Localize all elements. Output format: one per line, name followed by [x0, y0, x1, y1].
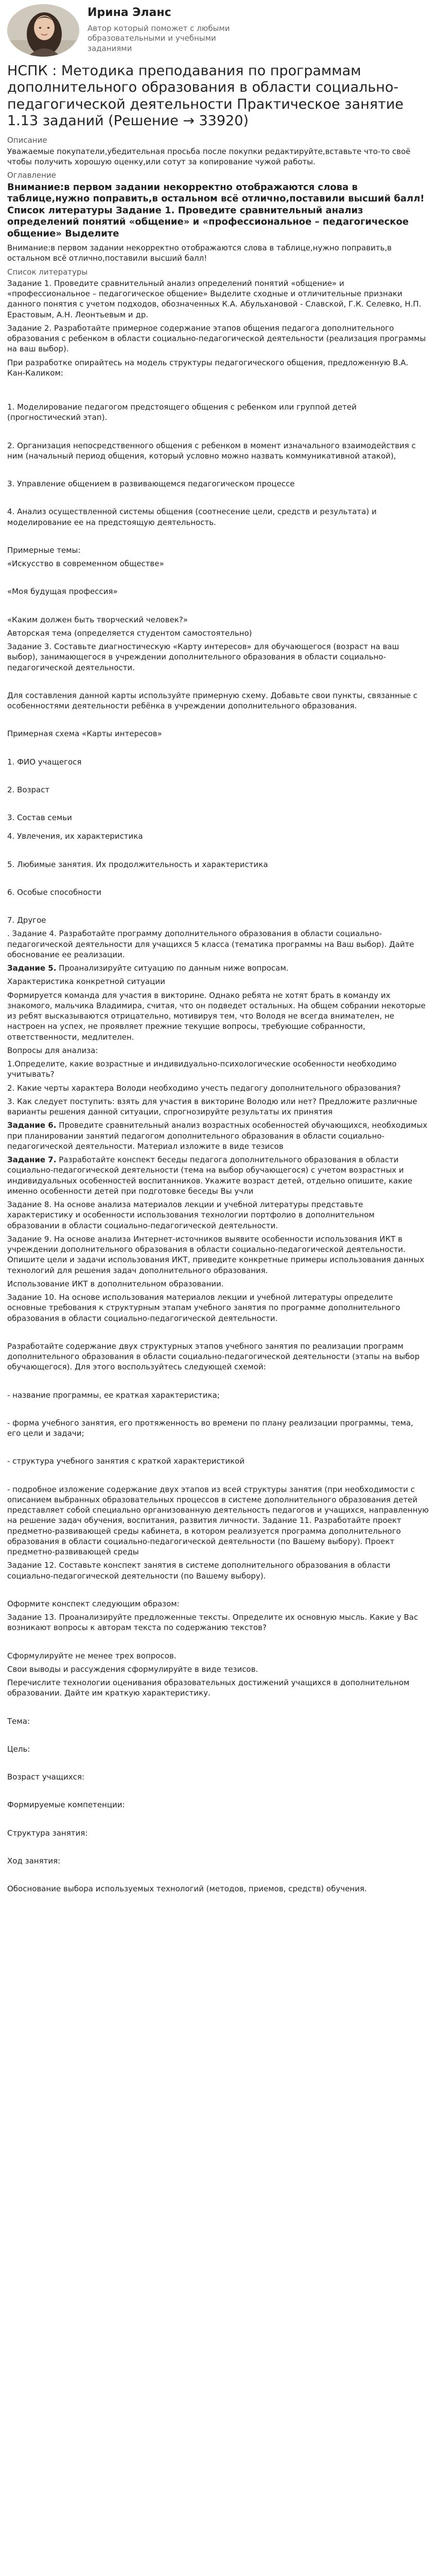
- field-topic: Тема:: [7, 1716, 30, 1726]
- field-structure: Структура занятия:: [7, 1828, 88, 1838]
- topic-1: «Искусство в современном обществе»: [7, 559, 164, 569]
- task-2: Задание 2. Разработайте примерное содержание этапов общения педагога дополнительного образования с ребенком в области социально-педагогической деятельности (реализация программы на ваш выбор).: [7, 323, 429, 354]
- scheme-item-3: - структура учебного занятия с краткой характеристикой: [7, 1456, 245, 1466]
- author-avatar[interactable]: [7, 4, 79, 57]
- situation-label: Характеристика конкретной ситуации: [7, 977, 165, 987]
- task-2-model: При разработке опирайтесь на модель структуры педагогического общения, предложенную В.А. Кан-Каликом:: [7, 358, 411, 378]
- outline-label: Оформите конспект следующим образом:: [7, 1599, 180, 1608]
- field-goal: Цель:: [7, 1744, 30, 1754]
- task-12: Задание 12. Составьте конспект занятия в системе дополнительного образования в области социально-педагогической деятельности (по Вашему выбору).: [7, 1561, 393, 1581]
- task-3: Задание 3. Составьте диагностическую «Карту интересов» для обучающегося (возраст на ваш выбор), занимающегося в учреждении дополнительного образования в области социально-педагогической деятельности.: [7, 642, 402, 672]
- map-item-2: 2. Возраст: [7, 785, 50, 794]
- literature-label: Список литературы: [7, 267, 88, 277]
- task-3-note: Для составления данной карты используйте примерную схему. Добавьте свои пункты, связанные с особенностями деятельности ребёнка в учреждении дополнительного образования.: [7, 690, 420, 711]
- topics-label: Примерные темы:: [7, 545, 81, 555]
- warning-text: Внимание:в первом задании некорректно отображаются слова в таблице,нужно поправить,в остальном всё отлично,поставили высший балл!: [7, 243, 394, 263]
- questions-note: Сформулируйте не менее трех вопросов.: [7, 1651, 177, 1660]
- task-8: Задание 8. На основе анализа материалов лекции и учебной литературы представьте характеристику и особенности использования технологии портфолио в дополнительном образовании в области социально-педагогической деятельности.: [7, 1200, 377, 1230]
- task-1: Задание 1. Проведите сравнительный анализ определений понятий «общение» и «профессиональное – педагогическое общение» Выделите сходные и отличительные признаки данного понятия с учетом подходов, обозначенных К.А. Абульхановой - Славской, Г.К. Селевко, Н.П. Ерастовым, А.Н. Леонтьевым и др.: [7, 278, 424, 319]
- model-step-3: 3. Управление общением в развивающемся педагогическом процессе: [7, 479, 295, 489]
- ict-label: Использование ИКТ в дополнительном образовании.: [7, 1279, 224, 1289]
- scheme-item-2: - форма учебного занятия, его протяженность во времени по плану реализации программы, тема, его цели и задачи;: [7, 1418, 416, 1438]
- topic-4: Авторская тема (определяется студентом самостоятельно): [7, 628, 252, 638]
- avatar-photo-icon: [7, 4, 79, 57]
- analysis-label: Вопросы для анализа:: [7, 1045, 98, 1055]
- question-1: 1.Определите, какие возрастные и индивидуально-психологические особенности необходимо учитывать?: [7, 1059, 399, 1079]
- question-2: 2. Какие черты характера Володи необходимо учесть педагогу дополнительного образования?: [7, 1083, 401, 1093]
- scheme-item-4: - подробное изложение содержание двух этапов из всей структуры занятия (при необходимости с описанием выбранных образовательных процессов в системе дополнительного образования детей представляет собой специально организованную деятельность педагогов и учащихся, направленную на решение задач обучения, воспитания, развития личности. Задание 11. Разработайте проект предметно-развивающей среды кабинета, в котором реализуется программа дополнительного образования в области социально-педагогической деятельности (по Вашему выбору). Проект предметно-развивающей среды: [7, 1484, 431, 1557]
- situation-text: Формируется команда для участия в викторине. Однако ребята не хотят брать в команду их знакомого, мальчика Владимира, считая, что он подведет остальных. На общем собрании некоторые из ребят высказываются отрицательно, мотивируя тем, что Володя не всегда внимателен, не настроен на успех, не проявляет прежние текущие вопросы, требующие собранности, ответственности, медлителен.: [7, 990, 428, 1042]
- author-card: [7, 4, 429, 57]
- task-7: Задание 7. Разработайте конспект беседы педагога дополнительного образования в области социально-педагогической деятельности (тема на выбор обучающегося) с учетом возрастных и индивидуальных особенностей воспитанников. Укажите возраст детей, отдельно опишите, какие именно особенности детей при подготовке беседы Вы учли: [7, 1155, 415, 1196]
- field-course: Ход занятия:: [7, 1856, 61, 1866]
- map-item-6: 6. Особые способности: [7, 887, 102, 897]
- question-3: 3. Как следует поступить: взять для участия в викторине Володю или нет? Предложите различные варианты решения данной ситуации, спрогнозируйте результаты их принятия: [7, 1096, 420, 1117]
- map-item-7: 7. Другое: [7, 916, 46, 925]
- interest-map-title: Примерная схема «Карты интересов»: [7, 729, 162, 739]
- task-13: Задание 13. Проанализируйте предложенные тексты. Определите их основную мысль. Какие у Вас возникают вопросы к авторам текста по содержанию текстов?: [7, 1613, 421, 1633]
- model-step-2: 2. Организация непосредственного общения с ребенком в момент изначального взаимодействия с ним (начальный период общения, который условно можно назвать коммуникативной атакой),: [7, 440, 418, 461]
- contents-label: Оглавление: [7, 171, 56, 180]
- field-age: Возраст учащихся:: [7, 1772, 84, 1782]
- model-step-4: 4. Анализ осуществленной системы общения (соотнесение цели, средств и результата) и моделирование ее на предстоящую деятельность.: [7, 507, 379, 527]
- page-title: НСПК : Методика преподавания по программам дополнительного образования в области социально-педагогической деятельности Практическое занятие 1.13 заданий (Решение → 33920): [7, 63, 404, 129]
- task-10: Задание 10. На основе использования материалов лекции и учебной литературы определите основные требования к структурным этапам учебного занятия по программе дополнительного образования в области социально-педагогической деятельности.: [7, 1293, 403, 1323]
- task-6: Задание 6. Проведите сравнительный анализ возрастных особенностей обучающихся, необходимых при планировании занятий педагогом дополнительного образования в области социально-педагогической деятельности. Материал изложите в виде тезисов: [7, 1121, 430, 1151]
- contents-text: Внимание:в первом задании некорректно отображаются слова в таблице,нужно поправить,в остальном всё отлично,поставили высший балл! Список литературы Задание 1. Проведите сравнительный анализ определений понятий «общение» и «профессиональное – педагогическое общение» Выделите: [7, 181, 425, 239]
- task-10-scheme: Разработайте содержание двух структурных этапов учебного занятия по реализации программ дополнительного образования в области социально-педагогической деятельности (этапы на выбор обучающегося). Для этого воспользуйтесь следующей схемой:: [7, 1341, 422, 1372]
- map-item-3: 3. Состав семьи: [7, 813, 72, 823]
- task-4: . Задание 4. Разработайте программу дополнительного образования в области социально-педагогической деятельности для учащихся 5 класса (тематика программы на Ваш выбор). Дайте обоснование ее реализации.: [7, 929, 417, 959]
- scheme-item-1: - название программы, ее краткая характеристика;: [7, 1390, 220, 1400]
- author-description: Автор который поможет с любыми образовательными и учебными заданиями: [88, 23, 230, 53]
- topic-3: «Каким должен быть творческий человек?»: [7, 615, 188, 624]
- map-item-5: 5. Любимые занятия. Их продолжительность и характеристика: [7, 859, 268, 869]
- model-step-1: 1. Моделирование педагогом предстоящего общения с ребенком или группой детей (прогностический этап).: [7, 402, 359, 422]
- map-item-4: 4. Увлечения, их характеристика: [7, 832, 143, 841]
- field-justification: Обоснование выбора используемых технологий (методов, приемов, средств) обучения.: [7, 1884, 367, 1894]
- task-9: Задание 9. На основе анализа Интернет-источников выявите особенности использования ИКТ в учреждении дополнительного образования в области социально-педагогической деятельности. Опишите цели и задачи использования ИКТ, приведите конкретные примеры использования данных технологий для решения задач дополнительного образования.: [7, 1234, 427, 1275]
- map-item-1: 1. ФИО учащегося: [7, 757, 82, 767]
- topic-2: «Моя будущая профессия»: [7, 587, 118, 597]
- description-text: Уважаемые покупатели,убедительная просьба после покупки редактируйте,вставьте что-то своё чтобы получить хорошую оценку,или сотут за копирование чужой работы.: [7, 146, 413, 167]
- description-label: Описание: [7, 135, 47, 145]
- author-name-link[interactable]: Ирина Эланс: [88, 6, 171, 19]
- assessment-tech: Перечислите технологии оценивания образовательных достижений учащихся в дополнительном образовании. Дайте им краткую характеристику.: [7, 1678, 412, 1698]
- theses-note: Свои выводы и рассуждения сформулируйте в виде тезисов.: [7, 1664, 258, 1674]
- task-5: Задание 5. Проанализируйте ситуацию по данным ниже вопросам.: [7, 963, 289, 973]
- field-competencies: Формируемые компетенции:: [7, 1800, 125, 1810]
